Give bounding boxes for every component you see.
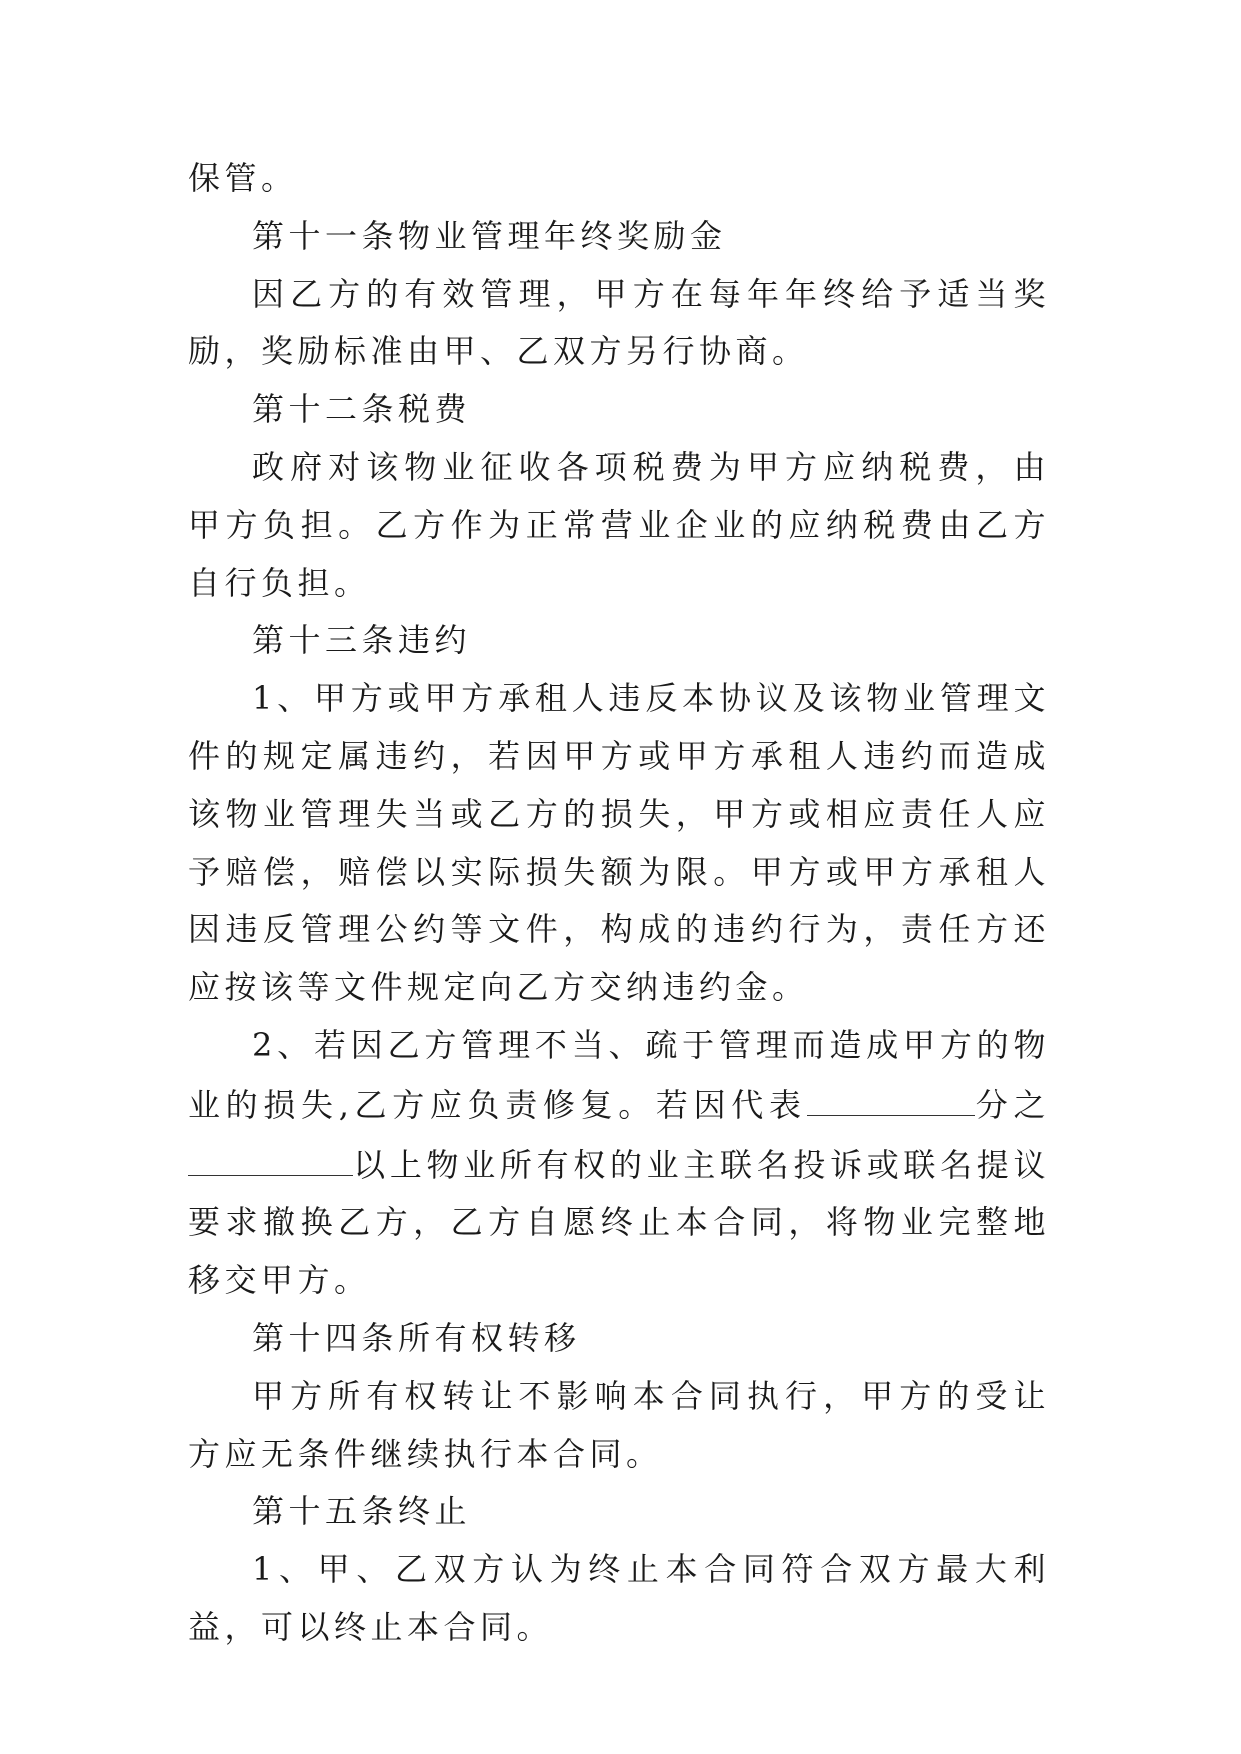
article-15-heading: 第十五条终止 [252, 1492, 472, 1531]
article-11-body: 因乙方的有效管理，甲方在每年年终给予适当奖励，奖励标准由甲、乙双方另行协商。 [188, 274, 1050, 371]
clause-2-text-before: 2、若因乙方管理不当、疏于管理而造成甲方的物业的损失,乙方应负责修复。若因代表 [188, 1025, 1050, 1124]
fill-blank-denominator [188, 1135, 353, 1176]
fill-blank-numerator [807, 1075, 975, 1116]
article-12-heading: 第十二条税费 [252, 390, 472, 429]
article-13-clause-1: 1、甲方或甲方承租人违反本协议及该物业管理文件的规定属违约，若因甲方或甲方承租人违约而造成该物业管理失当或乙方的损失，甲方或相应责任人应予赔偿，赔偿以实际损失额为限。甲方或甲方承租人因违反管理公约等文件，构成的违约行为，责任方还应按该等文件规定向乙方交纳违约金。 [188, 679, 1050, 1007]
clause-2-text-after: 以上物业所有权的业主联名投诉或联名提议要求撤换乙方，乙方自愿终止本合同，将物业完整地移交甲方。 [188, 1145, 1050, 1300]
paragraph-continuation: 保管。 [188, 159, 298, 197]
clause-2-text-middle: 分之 [974, 1085, 1050, 1124]
article-13-heading: 第十三条违约 [252, 621, 472, 660]
article-15-clause-1: 1、甲、乙双方认为终止本合同符合双方最大利益，可以终止本合同。 [188, 1550, 1050, 1646]
article-12-body: 政府对该物业征收各项税费为甲方应纳税费，由甲方负担。乙方作为正常营业企业的应纳税费由乙方自行负担。 [188, 447, 1050, 602]
document-page [188, 150, 1050, 1657]
article-13-clause-2 [188, 1017, 1050, 1310]
article-14-heading: 第十四条所有权转移 [252, 1318, 581, 1357]
article-11-heading: 第十一条物业管理年终奖励金 [252, 216, 727, 255]
article-14-body: 甲方所有权转让不影响本合同执行，甲方的受让方应无条件继续执行本合同。 [188, 1376, 1050, 1473]
